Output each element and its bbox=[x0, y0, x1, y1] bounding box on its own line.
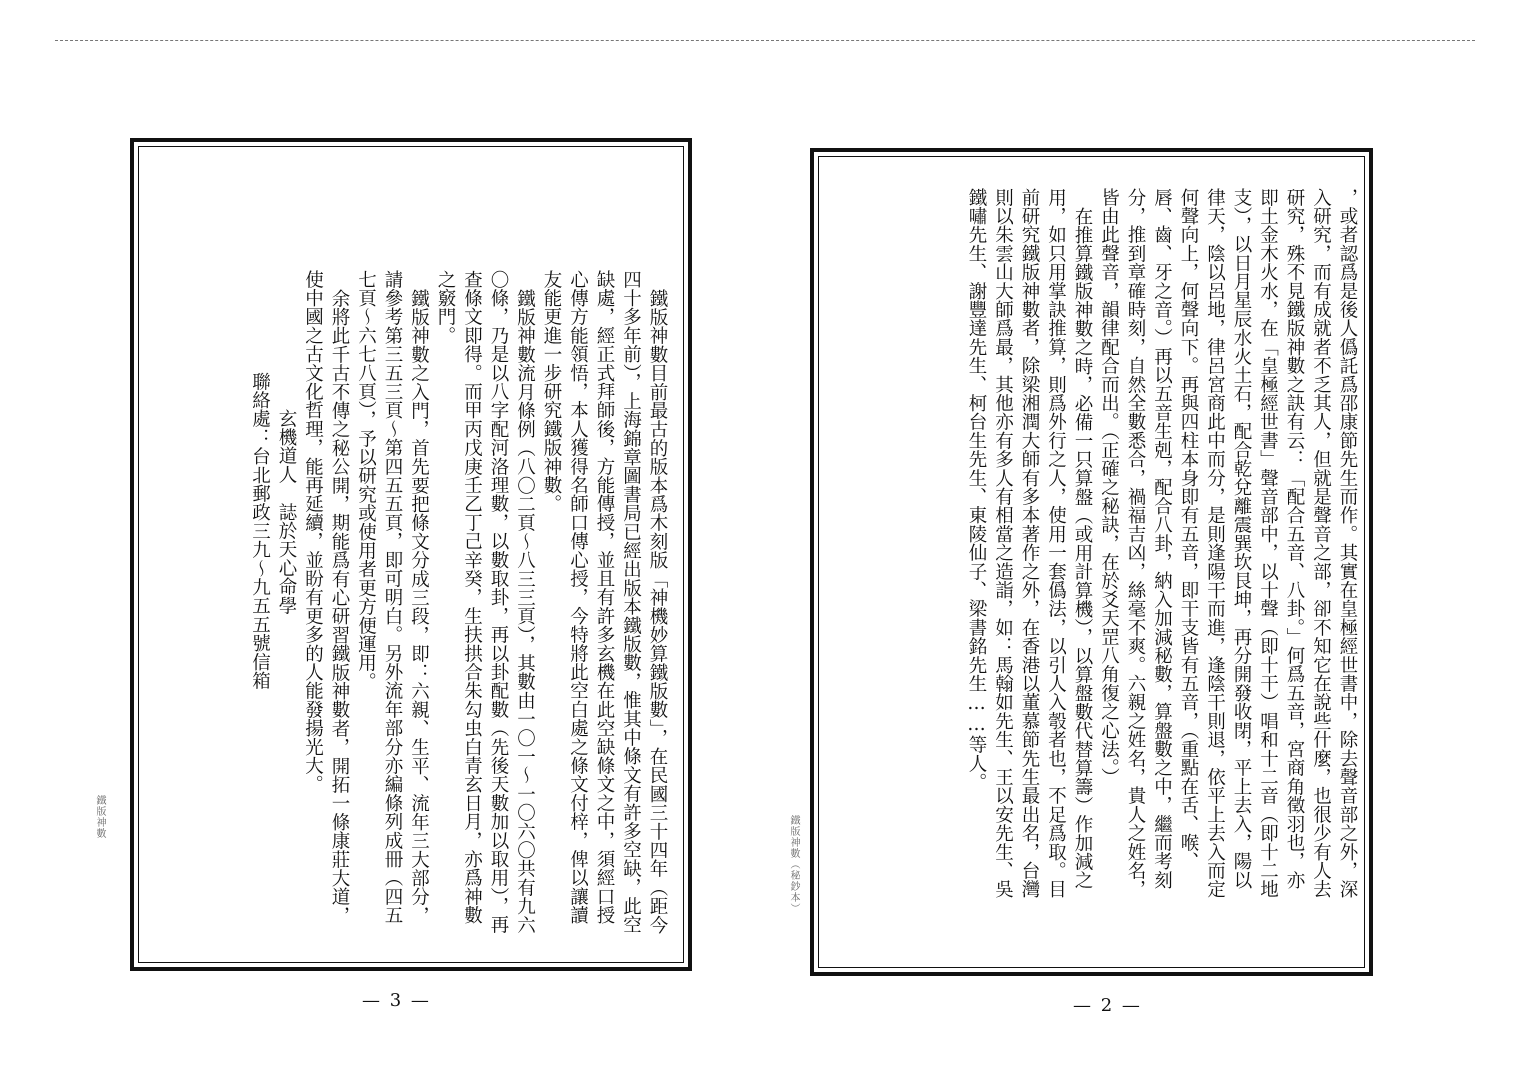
contact-address: 聯絡處：台北郵政三九～九五五號信箱 bbox=[249, 371, 271, 690]
paragraph: 鐵版神數之入門，首先要把條文分成三段，即：六親、生平、流年三大部分，請參考第三五三頁～第四五五頁，即可明白。另外流年部分亦編條列成冊（四五七頁～六七八頁），予以研究或使用者更方便運用。 bbox=[355, 270, 430, 925]
scan-edge-line bbox=[55, 40, 1475, 41]
paragraph: 在推算鐵版神數之時，必備一只算盤（或用計算機），以算盤數代替算籌）作加減之用，如只用掌訣推算，則爲外行之人，使用一套僞法，以引人入彀者也，不足爲取。目前研究鐵版神數者，除梁湘潤大師有多本著作之外，在香港以董慕節先生最出名，台灣則以朱雲山大師爲最，其他亦有多人有相當之造詣，如：馬翰如先生、王以安先生、吳鐵嘯先生、謝豐達先生、柯台生先生、東陵仙子、梁書銘先生……等人。 bbox=[966, 188, 1093, 899]
page-body-left bbox=[249, 270, 670, 940]
author-signature: 玄機道人 誌於天心命學 bbox=[276, 408, 297, 615]
paragraph: 余將此千古不傳之秘公開，期能爲有心研習鐵版神數者，開拓一條康莊大道，使中國之古文化哲理，能再延續，並盼有更多的人能發揚光大。 bbox=[302, 270, 350, 925]
page-number-left: — 3 — bbox=[362, 990, 431, 1011]
page-body-right bbox=[862, 188, 1360, 908]
paragraph: 鐵版神數目前最古的版本爲木刻版「神機妙算鐵版數」，在民國三十四年（距今四十多年前），上海錦章圖書局已經出版本鐵版數，惟其中條文有許多空缺，此空缺處，經正式拜師後，方能傳授，並且有許多玄機在此空缺條文之中，須經口授心傳方能領悟，本人獲得名師口傳心授，今特將此空白處之條文付梓，俾以讓讀友能更進一步研究鐵版神數。 bbox=[541, 270, 668, 934]
paragraph: ，或者認爲是後人僞託爲邵康節先生而作。其實在皇極經世書中，除去聲音部之外，深入研究，而有成就者不乏其人，但就是聲音之部，卻不知它在說些什麼，也很少有人去研究，殊不見鐵版神數之訣有云：「配合五音、八卦。」何爲五音，宮商角徵羽也，亦即土金木火水，在「皇極經世書」聲音部中，以十聲（即十干）唱和十二音（即十二地支），以日月星辰水火土石，配合乾兌離震巽坎艮坤，再分開發收閉，平上去入，陽以律天，陰以呂地，律呂宮商此中而分，是則逢陽干而進，逢陰干則退，依平上去入而定何聲向上，何聲向下。再與四柱本身即有五音，即干支皆有五音，（重點在舌、喉、唇、齒、牙之音。）再以五音生剋，配合八卦，納入加減秘數，算盤數之中，繼而考刻分，推到章確時刻，自然全數悉合，禍福吉凶，絲毫不爽。六親之姓名，貴人之姓名，皆由此聲音，韻律配合而出。（正確之秘訣，在於爻天罡八角復之心法。） bbox=[1098, 188, 1358, 899]
margin-note-right: 鐵版神數（秘鈔本） bbox=[788, 815, 799, 914]
page-number-right: — 2 — bbox=[1073, 995, 1142, 1016]
margin-note-left: 鐵版神數 bbox=[94, 795, 105, 839]
paragraph: 鐵版神數流月條例（八〇二頁～八三三頁），其數由一〇一～一〇六〇共有九六〇條，乃是以八字配河洛理數，以數取卦，再以卦配數（先後天數加以取用），再查條文即得。而甲丙戊庚壬乙丁己辛癸，生扶拱合朱勾虫白青玄日月，亦爲神數之竅門。 bbox=[435, 270, 536, 934]
